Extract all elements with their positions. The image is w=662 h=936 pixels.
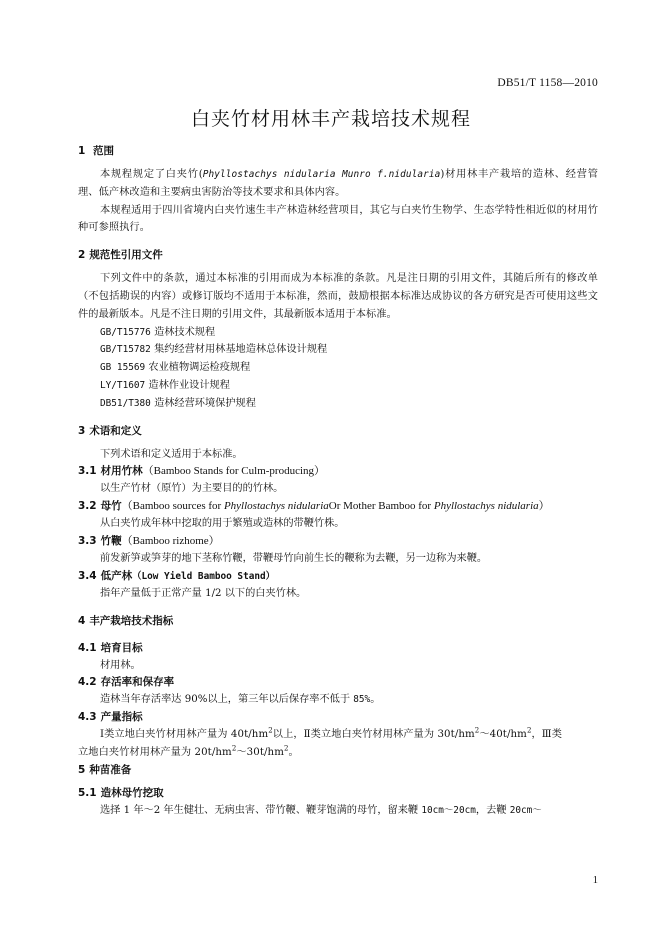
section-heading-technical-indicators: 4 丰产栽培技术指标 [78, 614, 174, 627]
term-definition: 以生产竹材（原竹）为主要目的的竹林。 [100, 483, 284, 495]
paragraph: 造林当年存活率达 90%以上，第三年以后保存率不低于 85%。 [100, 694, 381, 706]
section-heading-normative-references: 2 规范性引用文件 [78, 249, 163, 262]
term-heading: 3.1 材用竹林（Bamboo Stands for Culm-producing） [78, 465, 326, 478]
paragraph: 本规程规定了白夹竹(Phyllostachys nidularia Munro f.nidularia)材用林丰产栽培的造林、经营管理、低产林改造和主要病虫害防治等技术要求和具体内容。 [78, 169, 598, 198]
term-definition: 从白夹竹成年林中挖取的用于繁殖或造林的带鞭竹株。 [100, 518, 345, 530]
standard-number: DB51/T 1158—2010 [497, 77, 598, 89]
page-number: 1 [592, 875, 598, 886]
section-heading-scope [78, 143, 598, 160]
paragraph: 材用林。 [100, 659, 141, 671]
term-definition: 指年产量低于正常产量 1/2 以下的白夹竹林。 [100, 587, 307, 599]
term-heading: 3.4 低产林（Low Yield Bamboo Stand） [78, 569, 276, 582]
subsection-heading: 4.3 产量指标 [78, 711, 143, 724]
reference-item: LY/T1607 造林作业设计规程 [100, 379, 230, 391]
paragraph: 选择 1 年～2 年生健壮、无病虫害、带竹鞭、鞭芽饱满的母竹，留来鞭 10cm～20cm，去鞭 20cm～ [100, 804, 542, 816]
paragraph: 立地白夹竹材用林产量为 $20t/hm^2\sim 30t/hm^2$。 [78, 744, 299, 758]
reference-item: GB 15569 农业植物调运检疫规程 [100, 362, 251, 374]
section-title: 范围 [92, 145, 114, 157]
section-heading-seedlings: 5 种苗准备 [78, 763, 132, 776]
term-heading: 3.2 母竹（Bamboo sources for Phyllostachys nidulariaOr Mother Bamboo for Phyllostachys nidularia） [78, 500, 550, 513]
paragraph: 下列文件中的条款，通过本标准的引用而成为本标准的条款。凡是注日期的引用文件，其随后所有的修改单（不包括勘误的内容）或修订版均不适用于本标准，然而，鼓励根据本标准达成协议的各方研究是否可使用这些文件的最新版本。凡是不注日期的引用文件，其最新版本适用于本标准。 [78, 273, 598, 320]
subsection-heading: 4.2 存活率和保存率 [78, 676, 175, 689]
document-body [78, 143, 598, 820]
reference-item: GB/T15782 集约经营材用林基地造林总体设计规程 [100, 344, 328, 356]
section-heading-terms: 3 术语和定义 [78, 424, 142, 437]
reference-item: DB51/T380 造林经营环境保护规程 [100, 397, 256, 409]
reference-item: GB/T15776 造林技术规程 [100, 326, 216, 338]
document-title: 白夹竹材用林丰产栽培技术规程 [190, 108, 471, 130]
subsection-heading: 5.1 造林母竹挖取 [78, 786, 164, 799]
subsection-heading: 4.1 培育目标 [78, 641, 143, 654]
term-definition: 前发新笋或笋芽的地下茎称竹鞭，带鞭母竹向前生长的鞭称为去鞭，另一边称为来鞭。 [100, 552, 488, 564]
term-heading: 3.3 竹鞭（Bamboo rizhome） [78, 534, 220, 547]
section-number: 1 [78, 145, 86, 157]
paragraph: 下列术语和定义适用于本标准。 [100, 448, 243, 460]
paragraph: 本规程适用于四川省境内白夹竹速生丰产林造林经营项目，其它与白夹竹生物学、生态学特性相近似的材用竹种可参照执行。 [78, 204, 598, 234]
paragraph: Ⅰ类立地白夹竹材用林产量为 $40t/hm^2$以上，Ⅱ类立地白夹竹材用林产量为 $30t/hm^2\sim 40t/hm^2$，Ⅲ类 [100, 726, 563, 741]
